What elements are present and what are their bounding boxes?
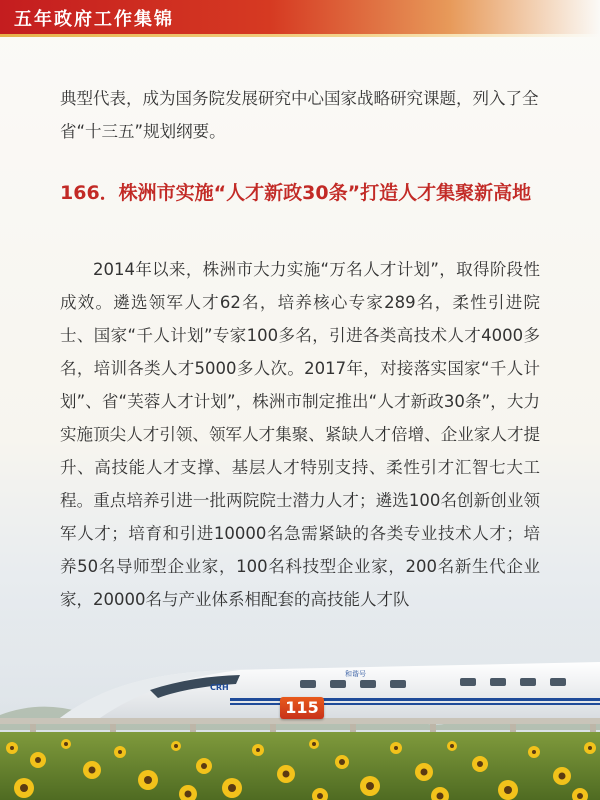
train-name: 和谐号 [345, 670, 366, 678]
continuation-paragraph: 典型代表，成为国务院发展研究中心国家战略研究课题，列入了全省“十三五”规划纲要。 [60, 89, 539, 141]
section-title: 166．株洲市实施“人才新政30条”打造人才集聚新高地 [60, 182, 532, 204]
body-paragraph: 2014年以来，株洲市大力实施“万名人才计划”，取得阶段性成效。遴选领军人才62名，培养核心专家289名，柔性引进院士、国家“千人计划”专家100多名，引进各类高技术人才4000多名，培训各类人才5000多人次。2017年，对接落实国家“千人计划”、省“芙蓉人才计划”，株洲市制定推出“人才新政30条”，大力实施顶尖人才引领、领军人才集聚、紧缺人才倍增、企业家人才提升、高技能人才支撑、基层人才特别支持、柔性引才汇智七大工程。重点培养引进一批两院院士潜力人才；遴选100名创新创业领军人才；培育和引进10000名急需紧缺的各类专业技术人才；培养50名导师型企业家，100名科技型企业家，200名新生代企业家，20000名与产业体系相配套的高技能人才队 [60, 260, 540, 609]
train-logo: CRH [210, 683, 229, 692]
header-band [0, 0, 600, 34]
page-number: 115 [280, 697, 324, 719]
header-title: 五年政府工作集锦 [14, 9, 174, 30]
